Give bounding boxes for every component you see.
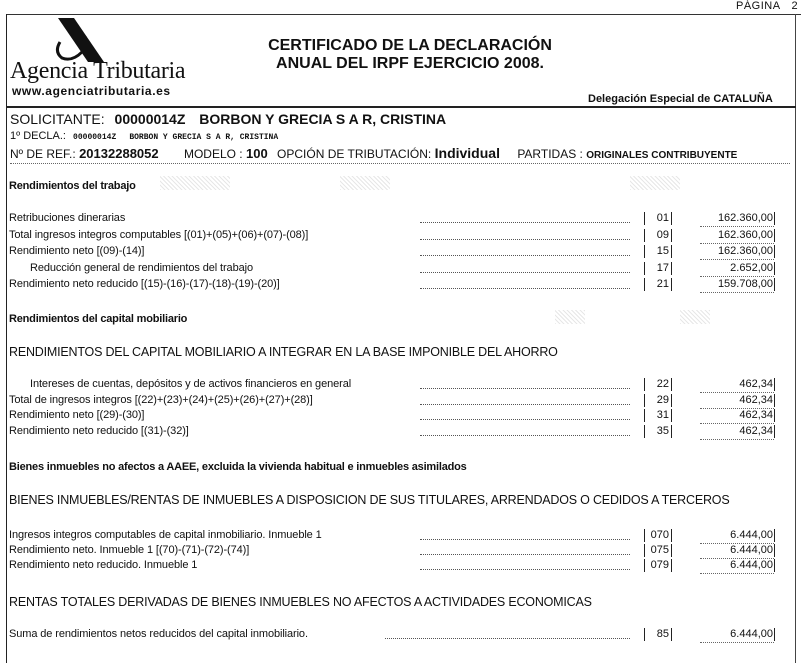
row-amount: 6.444,00: [673, 559, 775, 572]
section-inmuebles-subtitle: BIENES INMUEBLES/RENTAS DE INMUEBLES A DISPOSICION DE SUS TITULARES, ARRENDADOS O CEDIDOS A TERCEROS: [9, 493, 730, 507]
row-amount: 6.444,00: [673, 529, 775, 542]
ref-value: 20132288052: [79, 146, 159, 161]
decla-label: 1º DECLA.:: [10, 130, 66, 142]
scan-artifact: [680, 310, 710, 324]
row-amount: 162.360,00: [673, 212, 775, 225]
amount-underline: [700, 642, 774, 643]
section-trabajo-title: Rendimientos del trabajo: [9, 180, 136, 192]
row-label: Rendimiento neto reducido [(15)-(16)-(17)-(18)-(19)-(20)]: [9, 278, 280, 290]
partidas-label: PARTIDAS :: [517, 147, 583, 161]
solicitante-label: SOLICITANTE:: [10, 111, 105, 127]
row-code: 21: [644, 278, 672, 291]
row-code: 09: [644, 229, 672, 242]
leader-dots: [420, 569, 630, 570]
modelo-value: 100: [245, 146, 268, 161]
amount-underline: [700, 573, 774, 574]
row-amount: 6.444,00: [673, 544, 775, 557]
amount-underline: [700, 259, 774, 260]
solicitante-name: BORBON Y GRECIA S A R, CRISTINA: [199, 111, 447, 127]
leader-dots: [420, 288, 630, 289]
row-label: Rendimiento neto reducido [(31)-(32)]: [9, 424, 189, 437]
leader-dots: [420, 255, 630, 256]
row-amount: 162.360,00: [673, 229, 775, 242]
row-label: Suma de rendimientos netos reducidos del capital inmobiliario.: [9, 628, 308, 640]
leader-dots: [420, 435, 630, 436]
row-code: 17: [644, 262, 672, 275]
leader-dots: [420, 388, 630, 389]
amount-underline: [700, 439, 774, 440]
agencia-tributaria-logo-icon: [38, 18, 108, 62]
primer-declarante: [10, 130, 278, 142]
referencia: [10, 145, 737, 161]
row-label: Rendimiento neto [(29)-(30)]: [9, 409, 145, 421]
row-label: Reducción general de rendimientos del trabajo: [30, 261, 253, 274]
page-value: 2: [791, 0, 799, 12]
row-label: Retribuciones dinerarias: [9, 212, 126, 224]
title-line-2: ANUAL DEL IRPF EJERCICIO 2008.: [276, 55, 544, 72]
row-amount: 462,34: [673, 409, 775, 422]
row-amount: 2.652,00: [673, 262, 775, 275]
section-inmuebles-title: Bienes inmuebles no afectos a AAEE, excluida la vivienda habitual e inmuebles asimilados: [9, 461, 467, 473]
row-code: 15: [644, 245, 672, 258]
row-code: 079: [644, 559, 672, 572]
page-label: PÁGINA: [736, 0, 780, 12]
row-label: Rendimiento neto [(09)-(14)]: [9, 245, 145, 257]
row-label: Rendimiento neto. Inmueble 1 [(70)-(71)-(72)-(74)]: [9, 544, 250, 556]
row-amount: 159.708,00: [673, 278, 775, 291]
amount-underline: [700, 292, 774, 293]
row-code: 31: [644, 409, 672, 422]
title-line-1: CERTIFICADO DE LA DECLARACIÓN: [268, 37, 552, 54]
left-border: [6, 14, 7, 663]
row-label: Ingresos integros computables de capital inmobiliario. Inmueble 1: [9, 529, 322, 541]
amount-underline: [700, 226, 774, 227]
row-amount: 462,34: [673, 378, 775, 391]
scan-artifact: [340, 176, 390, 190]
scan-artifact: [630, 176, 680, 190]
scan-artifact: [555, 310, 585, 324]
logo-url: www.agenciatributaria.es: [12, 84, 171, 98]
row-amount: 162.360,00: [673, 245, 775, 258]
row-code: 22: [644, 378, 672, 391]
row-code: 29: [644, 394, 672, 407]
row-label: Total de ingresos integros [(22)+(23)+(24)+(25)+(26)+(27)+(28)]: [9, 393, 313, 406]
row-amount: 6.444,00: [673, 628, 775, 641]
decla-name: BORBON Y GRECIA S A R, CRISTINA: [129, 133, 279, 142]
row-label: Total ingresos integros computables [(01)+(05)+(06)+(07)-(08)]: [9, 228, 309, 241]
row-code: 35: [644, 425, 672, 438]
right-border: [795, 14, 796, 663]
leader-dots: [420, 272, 630, 273]
leader-dots: [420, 539, 630, 540]
ref-label: Nº DE REF.:: [10, 147, 76, 161]
solicitante: [10, 111, 446, 127]
leader-dots: [420, 222, 630, 223]
amount-underline: [700, 276, 774, 277]
logo-name: Agencia Tributaria: [10, 58, 186, 84]
decla-nif: 00000014Z: [73, 133, 117, 142]
scan-artifact: [160, 176, 230, 190]
row-amount: 462,34: [673, 394, 775, 407]
delegacion: Delegación Especial de CATALUÑA: [588, 93, 773, 105]
row-amount: 462,34: [673, 425, 775, 438]
partidas-value: ORIGINALES CONTRIBUYENTE: [586, 150, 738, 161]
leader-dots: [420, 419, 630, 420]
row-code: 075: [644, 544, 672, 557]
section-capital-subtitle: RENDIMIENTOS DEL CAPITAL MOBILIARIO A INTEGRAR EN LA BASE IMPONIBLE DEL AHORRO: [9, 345, 558, 359]
leader-dots: [420, 239, 630, 240]
section-totals-title: RENTAS TOTALES DERIVADAS DE BIENES INMUEBLES NO AFECTOS A ACTIVIDADES ECONOMICAS: [9, 595, 592, 609]
solicitante-nif: 00000014Z: [114, 111, 186, 127]
row-label: Rendimiento neto reducido. Inmueble 1: [9, 559, 198, 571]
section-capital-title: Rendimientos del capital mobiliario: [9, 313, 188, 325]
opcion-label: OPCIÓN DE TRIBUTACIÓN:: [277, 147, 432, 161]
leader-dots: [420, 554, 630, 555]
row-code: 01: [644, 212, 672, 225]
top-border: [6, 14, 801, 15]
ref-divider: [10, 163, 790, 164]
header-divider: [6, 106, 796, 108]
modelo-label: MODELO :: [183, 147, 243, 161]
leader-dots: [420, 404, 630, 405]
leader-dots: [385, 638, 630, 639]
row-code: 85: [644, 628, 672, 641]
row-label: Intereses de cuentas, depósitos y de activos financieros en general: [30, 378, 352, 390]
opcion-value: Individual: [434, 145, 500, 161]
document-title: [250, 37, 570, 73]
amount-underline: [700, 243, 774, 244]
row-code: 070: [644, 529, 672, 542]
page-number: [736, 0, 798, 12]
